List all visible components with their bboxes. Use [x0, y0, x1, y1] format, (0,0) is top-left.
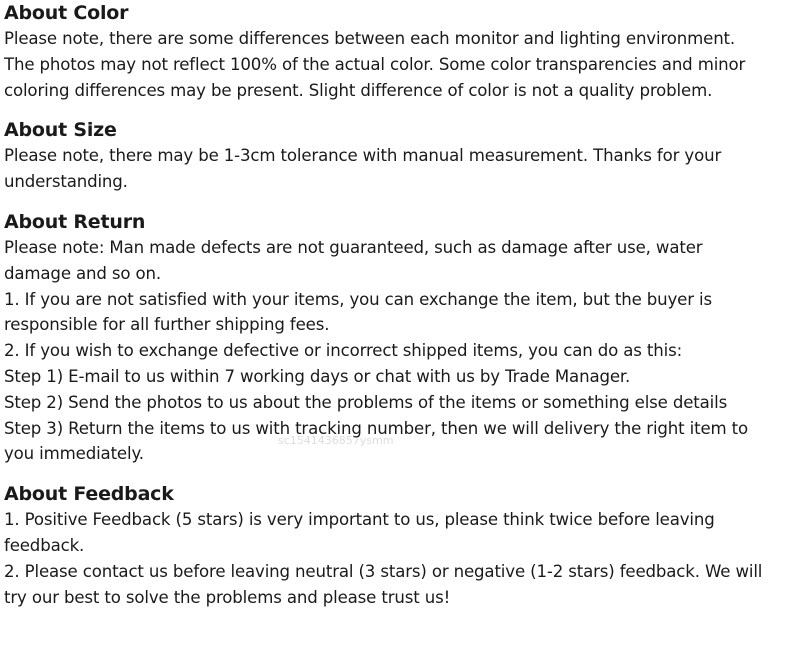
section-heading: About Feedback: [4, 483, 174, 506]
section-about-feedback: [4, 481, 796, 610]
text-line: responsible for all further shipping fees.: [4, 315, 330, 335]
section-heading: About Size: [4, 119, 117, 142]
text-line: understanding.: [4, 172, 128, 192]
text-line: 2. Please contact us before leaving neutral (3 stars) or negative (1-2 stars) feedback. We will: [4, 561, 763, 581]
text-line: Step 3) Return the items to us with tracking number, then we will delivery the right item to: [4, 418, 749, 438]
text-line: coloring differences may be present. Slight difference of color is not a quality problem.: [4, 80, 713, 100]
text-line: you immediately.: [4, 444, 144, 464]
text-line: Please note, there are some differences between each monitor and lighting environment.: [4, 29, 736, 48]
text-line: 1. Positive Feedback (5 stars) is very important to us, please think twice before leaving: [4, 510, 715, 530]
document: [4, 0, 796, 624]
watermark: sc1541436857ysmm: [278, 434, 394, 447]
section-heading: About Color: [4, 2, 129, 24]
section-about-return: [4, 209, 796, 467]
text-line: 2. If you wish to exchange defective or incorrect shipped items, you can do as this:: [4, 341, 683, 361]
section-about-size: [4, 117, 796, 195]
text-line: feedback.: [4, 535, 85, 555]
text-line: damage and so on.: [4, 263, 162, 283]
text-line: Please note, there may be 1-3cm tolerance with manual measurement. Thanks for your: [4, 146, 722, 166]
text-line: Please note: Man made defects are not guaranteed, such as damage after use, water: [4, 237, 703, 257]
section-heading: About Return: [4, 210, 146, 233]
text-line: Step 1) E-mail to us within 7 working days or chat with us by Trade Manager.: [4, 366, 631, 386]
text-line: The photos may not reflect 100% of the actual color. Some color transparencies and minor: [4, 54, 746, 74]
section-about-color: [4, 0, 796, 103]
text-line: Step 2) Send the photos to us about the problems of the items or something else details: [4, 392, 728, 412]
text-line: 1. If you are not satisfied with your items, you can exchange the item, but the buyer is: [4, 289, 712, 309]
text-line: try our best to solve the problems and please trust us!: [4, 587, 451, 607]
